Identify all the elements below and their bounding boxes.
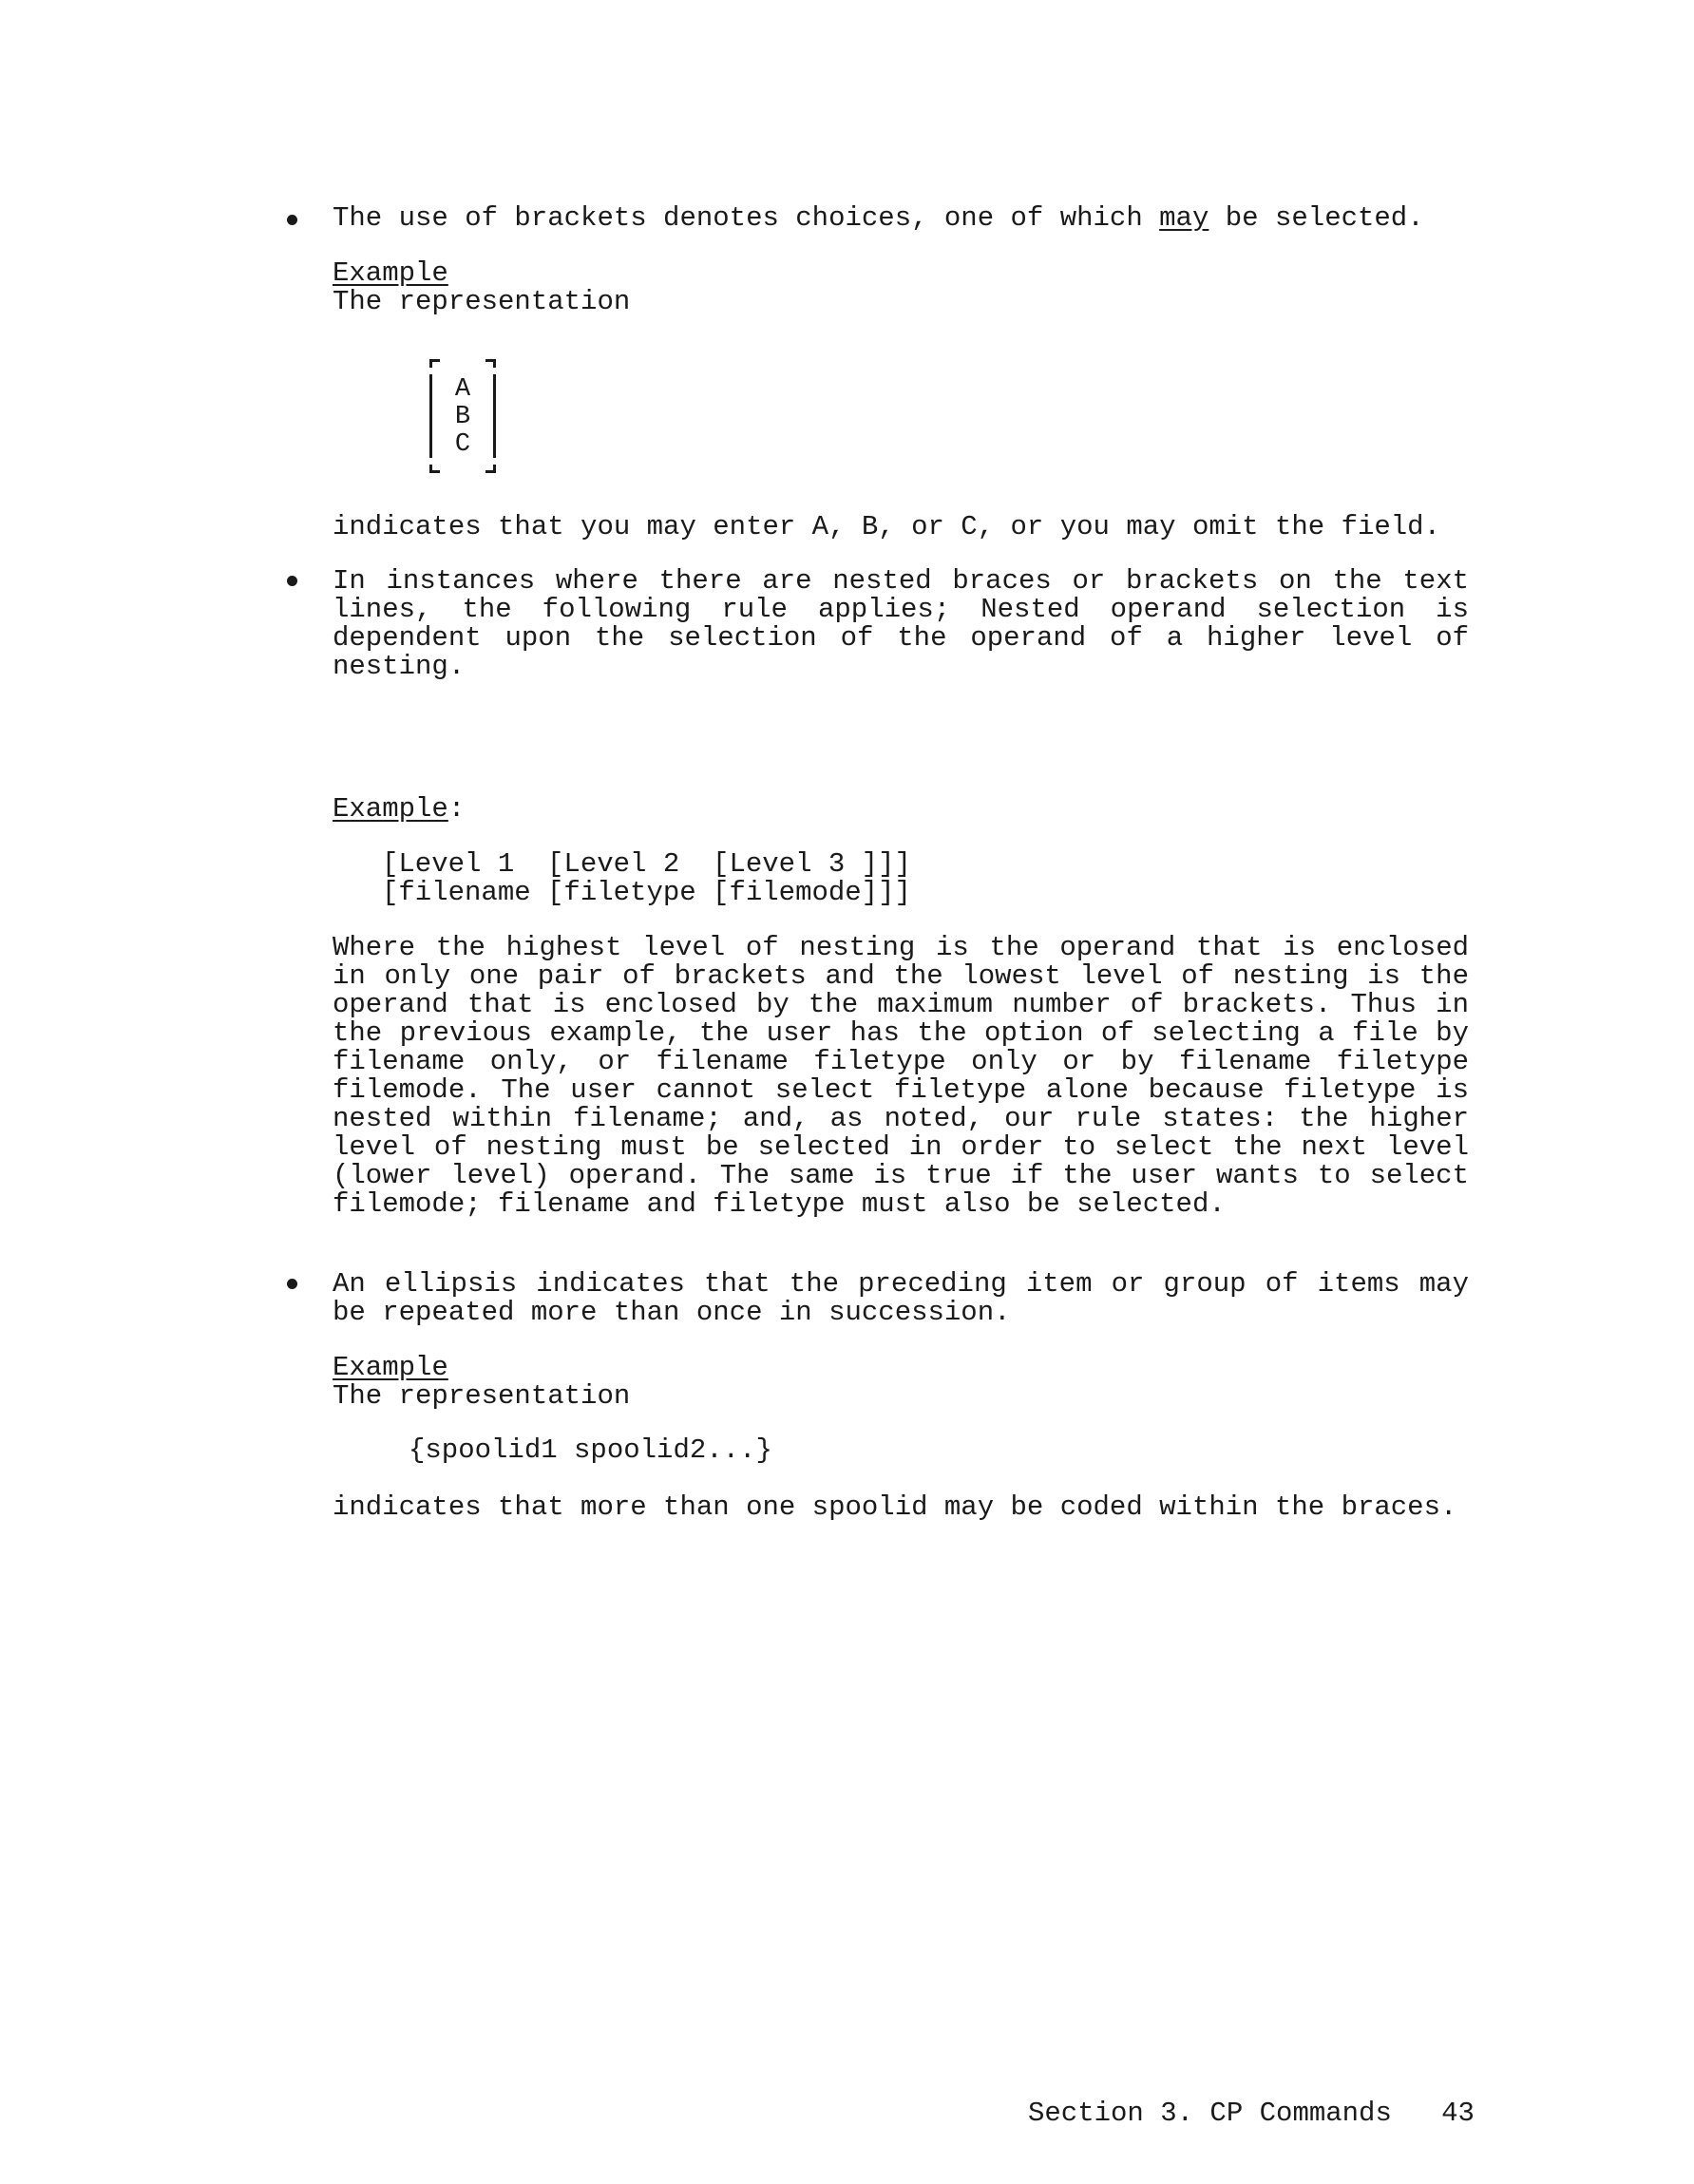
bullet-3 <box>287 1279 297 1289</box>
bullet-3-text: An ellipsis indicates that the preceding item or group of items may be repeated more than once in succession. <box>333 1268 1469 1328</box>
bracket-corner-bl <box>429 465 440 473</box>
bullet-1-emphasis: may <box>1159 202 1209 234</box>
bullet-1-text-post: be selected. <box>1209 202 1424 234</box>
example-heading-3: Example <box>333 1352 448 1383</box>
nesting-code-line-1: [Level 1 [Level 2 [Level 3 ]]] <box>382 848 911 880</box>
bullet-2 <box>287 576 297 586</box>
choice-b: B <box>454 403 471 431</box>
bracket-corner-tl <box>429 359 440 368</box>
bullet-1-text <box>333 204 1424 233</box>
bracket-corner-tr <box>485 359 496 368</box>
representation-label-3: The representation <box>333 1380 631 1412</box>
page-footer <box>1028 2099 1475 2128</box>
example-heading-1: Example <box>333 257 448 289</box>
choice-c: C <box>454 430 471 459</box>
bullet-3-conclusion: indicates that more than one spoolid may be coded within the braces. <box>333 1491 1457 1523</box>
bullet-2-text: In instances where there are nested braces or brackets on the text lines, the following rule applies; Nested operand selection is dependent upon the selection of the operand of a higher level of nesting. <box>333 565 1469 682</box>
representation-label-1: The representation <box>333 286 631 317</box>
nesting-explanation: Where the highest level of nesting is the operand that is enclosed in only one pair of brackets and the lowest level of nesting is the operand that is enclosed by the maximum number of brackets. Thus in the previous example, the user has the option of selecting a file by filename only, or filename filetype only or by filename filetype filemode. The user cannot select filetype alone because filetype is nested within filename; and, as noted, our rule states: the higher level of nesting must be selected in order to select the next level (lower level) operand. The same is true if the user wants to select filemode; filename and filetype must also be selected. <box>333 932 1469 1220</box>
choice-a: A <box>454 375 471 404</box>
example-heading-2 <box>333 795 465 824</box>
page-number: 43 <box>1441 2098 1475 2129</box>
ellipsis-code: {spoolid1 spoolid2...} <box>409 1434 772 1466</box>
example-heading-2-label: Example <box>333 793 448 825</box>
bullet-1-text-pre: The use of brackets denotes choices, one of which <box>333 202 1160 234</box>
footer-gap <box>1392 2098 1441 2129</box>
nesting-code-line-2: [filename [filetype [filemode]]] <box>382 877 911 908</box>
bracket-corner-br <box>485 465 496 473</box>
choice-bracket <box>429 359 496 473</box>
example-heading-2-colon: : <box>447 793 466 825</box>
bullet-1-conclusion: indicates that you may enter A, B, or C, or you may omit the field. <box>333 511 1440 542</box>
footer-section-title: Section 3. CP Commands <box>1028 2098 1392 2129</box>
bullet-1 <box>287 215 297 225</box>
